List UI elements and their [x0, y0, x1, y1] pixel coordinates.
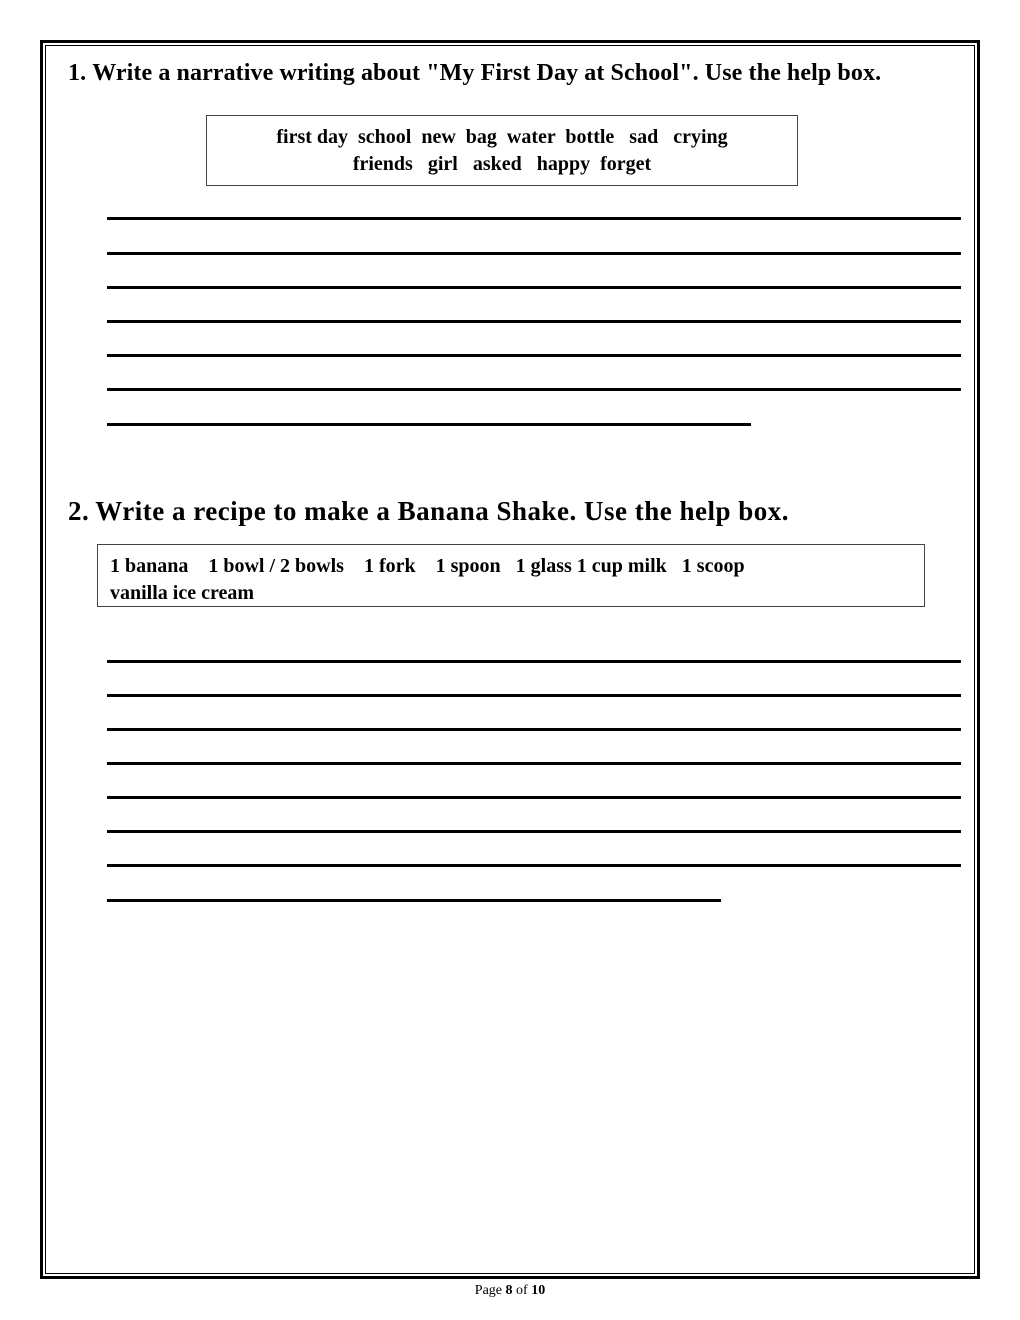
help-box-1-line-2: friends girl asked happy forget: [352, 153, 652, 175]
writing-line[interactable]: [107, 694, 961, 697]
footer-current-page: 8: [505, 1283, 513, 1298]
question-2-number: 2.: [68, 496, 90, 526]
writing-line[interactable]: [107, 796, 961, 799]
help-box-2-line-1: 1 banana 1 bowl / 2 bowls 1 fork 1 spoon 1 glass 1 cup milk 1 scoop: [110, 555, 745, 577]
question-2-prompt: [68, 496, 789, 527]
page-footer: [0, 1283, 1020, 1299]
footer-prefix: Page: [474, 1283, 503, 1298]
question-1-number: 1.: [68, 60, 87, 86]
help-box-1-line-1: first day school new bag water bottle sad crying: [276, 126, 728, 148]
question-1-prompt: [68, 60, 881, 87]
help-box-2-line-2: vanilla ice cream: [110, 582, 255, 604]
writing-line[interactable]: [107, 830, 961, 833]
writing-line[interactable]: [107, 217, 961, 220]
question-2-text: Write a recipe to make a Banana Shake. Use the help box.: [95, 496, 790, 526]
writing-line[interactable]: [107, 320, 961, 323]
footer-of: of: [516, 1283, 528, 1298]
writing-line[interactable]: [107, 899, 721, 902]
writing-line[interactable]: [107, 728, 961, 731]
writing-line[interactable]: [107, 864, 961, 867]
writing-line[interactable]: [107, 762, 961, 765]
help-box-1: [206, 115, 798, 186]
writing-line[interactable]: [107, 286, 961, 289]
writing-line[interactable]: [107, 423, 751, 426]
writing-line[interactable]: [107, 252, 961, 255]
help-box-2: [97, 544, 925, 607]
question-1-text: Write a narrative writing about "My First Day at School". Use the help box.: [92, 60, 882, 86]
writing-line[interactable]: [107, 354, 961, 357]
footer-total-pages: 10: [531, 1283, 546, 1298]
writing-line[interactable]: [107, 388, 961, 391]
writing-line[interactable]: [107, 660, 961, 663]
